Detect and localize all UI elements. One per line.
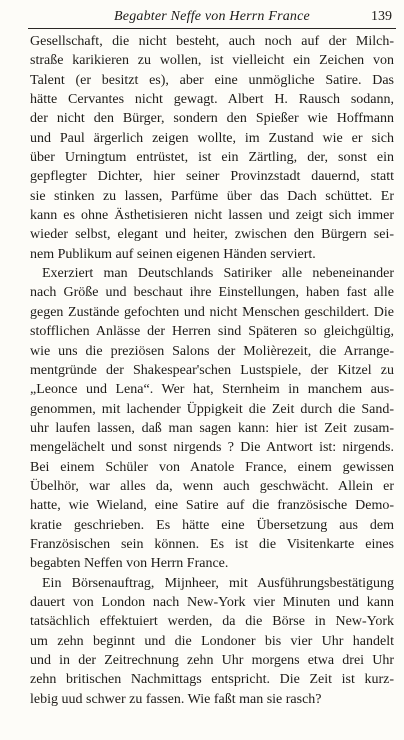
text-line: straße karikieren zu wollen, ist vielleicht ein Zeichen von bbox=[30, 53, 394, 69]
text-line: wie uns die preziösen Salons der Molièrezeit, die Arrange- bbox=[30, 343, 394, 359]
text-line: uhr laufen lassen, daß man sagen kann: hier ist Zeit zusam- bbox=[30, 420, 394, 436]
text-line: Gesellschaft, die nicht besteht, auch noch auf der Milch- bbox=[30, 34, 394, 49]
text-line: hatte, wie Wieland, eine Satire auf die französische Demo- bbox=[30, 498, 394, 514]
text-line: Übelhör, war alles da, wenn auch geschwächt. Allein er bbox=[30, 478, 394, 494]
text-line: und in der Zeitrechnung zehn Uhr morgens etwa drei Uhr bbox=[30, 653, 394, 668]
text-line: Ein Börsenauftrag, Mijnheer, mit Ausführungsbestätigung bbox=[42, 575, 394, 591]
text-line: um zehn beginnt und die Londoner bis vier Uhr handelt bbox=[30, 633, 394, 649]
text-line: Bei einem Schüler von Anatole France, einem gewissen bbox=[30, 459, 394, 475]
text-line: kratie geschrieben. Es hätte eine Übersetzung aus dem bbox=[30, 517, 394, 533]
text-line: Talent (er besitzt es), aber eine unmögliche Satire. Das bbox=[30, 72, 394, 88]
text-line: mentgründe der Shakespear'schen Lustspiele, der Kitzel zu bbox=[30, 362, 394, 378]
text-line: „Leonce und Lena“. Wer hat, Sternheim in manchem aus- bbox=[30, 382, 394, 398]
text-line: gepflegter Dichter, hier seiner Provinzstadt dauernd, statt bbox=[30, 169, 394, 185]
body-text bbox=[30, 32, 394, 709]
page-header bbox=[28, 8, 396, 29]
text-line: Französischen sein können. Es ist die Visitenkarte eines bbox=[30, 536, 394, 552]
text-line: wieder selbst, elegant und heiter, zwischen den Bürgern sei- bbox=[30, 227, 394, 243]
text-line: über Urningtum entrüstet, ist ein Zärtling, der, sonst ein bbox=[30, 150, 394, 166]
running-title: Begabter Neffe von Herrn France bbox=[114, 9, 310, 24]
text-line: tatsächlich effektuiert werden, da die Börse in New-York bbox=[30, 614, 394, 630]
text-line: dauert von London nach New-York vier Minuten und kann bbox=[30, 594, 394, 610]
text-line: nem Publikum auf seinen eigenen Händen serviert. bbox=[30, 246, 316, 262]
text-line: stofflichen Anlässe der Herren sind Späteren so gleichgültig, bbox=[30, 324, 394, 340]
text-line: und Paul ärgerlich zeigen wollte, im Zustand wie er sich bbox=[30, 130, 394, 146]
page-number: 139 bbox=[371, 9, 392, 24]
text-line: gegen Zustände gefochten und nicht Menschen geschildert. Die bbox=[30, 304, 394, 320]
text-line: kann es ohne Ästhetisieren nicht lassen und zeigt sich immer bbox=[30, 208, 394, 224]
text-line: begabten Neffen von Herrn France. bbox=[30, 556, 229, 572]
text-line: genommen, mit lachender Üppigkeit die Zeit durch die Sand- bbox=[30, 401, 394, 417]
text-line: hätte Cervantes nicht gewagt. Albert H. Rausch sodann, bbox=[30, 92, 394, 108]
text-line: sie stinken zu lassen, Parfüme über das Dach schüttet. Er bbox=[30, 188, 394, 204]
text-line: der nicht den Bürger, sondern den Spießer wie Hoffmann bbox=[30, 111, 394, 127]
text-line: mengelächelt und sonst nirgends ? Die Antwort ist: nirgends. bbox=[30, 440, 394, 456]
text-line: nach Größe und beschaut ihre Einstellungen, haben fast alle bbox=[30, 285, 394, 301]
text-line: lebig uud schwer zu fassen. Wie faßt man sie rasch? bbox=[30, 691, 322, 707]
text-line: zehn britischen Nachmittags entspricht. Die Zeit ist kurz- bbox=[30, 672, 394, 688]
text-line: Exerziert man Deutschlands Satiriker alle nebeneinander bbox=[42, 266, 394, 282]
